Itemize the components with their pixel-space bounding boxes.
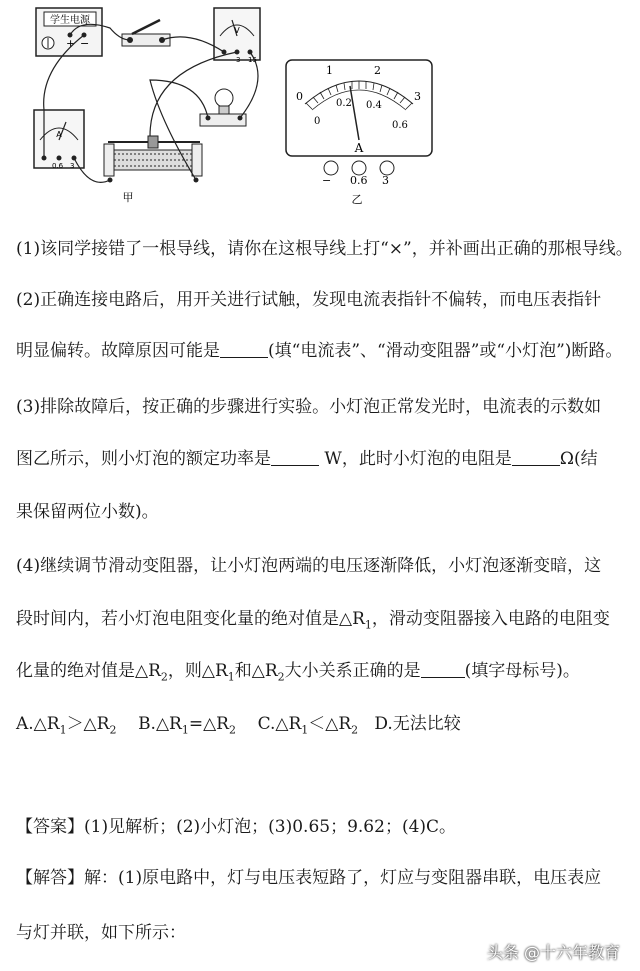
caption-yi: 乙	[351, 193, 363, 206]
svg-text:2: 2	[374, 64, 381, 77]
svg-text:A: A	[56, 130, 62, 139]
svg-text:−: −	[322, 174, 332, 187]
svg-text:+: +	[66, 37, 76, 50]
svg-text:0.6: 0.6	[392, 120, 408, 131]
dial-terminals	[322, 161, 394, 187]
svg-text:0.2: 0.2	[336, 98, 352, 109]
question-2-line-2: 明显偏转。故障原因可能是 (填“电流表”、“滑动变阻器”或“小灯泡”)断路。	[16, 341, 623, 361]
svg-text:0.4: 0.4	[366, 100, 382, 111]
power-supply-label: 学生电源	[50, 15, 90, 26]
option-d: D.无法比较	[374, 714, 461, 734]
answer-blank[interactable]	[220, 341, 268, 358]
question-3-line-2: 图乙所示，则小灯泡的额定功率是 W，此时小灯泡的电阻是 Ω(结	[16, 449, 598, 469]
svg-text:0.6: 0.6	[350, 174, 368, 187]
answer-blank[interactable]	[512, 449, 560, 466]
question-2-line-1: (2)正确连接电路后，用开关进行试触，发现电流表指针不偏转，而电压表指针	[16, 290, 602, 310]
options-line	[16, 713, 628, 741]
dial-unit: A	[354, 141, 364, 155]
svg-text:0.6: 0.6	[52, 162, 64, 170]
answer-line: 【答案】(1)见解析；(2)小灯泡；(3)0.65；9.62；(4)C。	[16, 817, 457, 837]
circuit-figure	[0, 0, 640, 215]
question-3-line-1: (3)排除故障后，按正确的步骤进行实验。小灯泡正常发光时，电流表的示数如	[16, 397, 602, 417]
svg-text:−: −	[80, 37, 90, 50]
svg-text:1: 1	[326, 64, 333, 77]
svg-text:0: 0	[314, 116, 321, 127]
svg-text:3: 3	[236, 56, 241, 64]
ammeter-small	[34, 110, 84, 170]
rheostat	[104, 136, 202, 183]
watermark: 头条 @十六年教育	[486, 943, 620, 962]
solution-line-2: 与灯并联，如下所示：	[16, 923, 186, 943]
switch	[122, 20, 170, 46]
caption-jia: 甲	[122, 191, 134, 204]
question-3-line-3: 果保留两位小数)。	[16, 502, 159, 522]
option-c: $C.\triangle R_1<\triangle R_2$	[257, 714, 359, 737]
question-1: (1)该同学接错了一根导线，请你在这根导线上打“×”，并补画出正确的那根导线。	[16, 239, 633, 259]
solution-line-1: 【解答】解：(1)原电路中，灯与电压表短路了，灯应与变阻器串联，电压表应	[16, 868, 602, 888]
option-b: $B.\triangle R_1=\triangle R_2$	[138, 714, 236, 737]
option-a: $A.\triangle R_1>\triangle R_2$	[16, 714, 117, 737]
question-4-line-1: (4)继续调节滑动变阻器，让小灯泡两端的电压逐渐降低，小灯泡逐渐变暗，这	[16, 556, 602, 576]
svg-text:V: V	[234, 26, 240, 35]
svg-text:0: 0	[296, 90, 303, 103]
svg-text:3: 3	[382, 174, 389, 187]
question-4-line-3: 化量的绝对值是$\triangle R_2$，则$\triangle R_1$和$\triangle R_2$大小关系正确的是 (填字母标号)。	[16, 661, 580, 684]
answer-blank[interactable]	[271, 449, 319, 466]
svg-text:3: 3	[70, 162, 75, 170]
lamp	[200, 89, 246, 126]
svg-text:15: 15	[248, 56, 257, 64]
answer-blank[interactable]	[421, 661, 465, 678]
question-4-line-2: 段时间内，若小灯泡电阻变化量的绝对值是$\triangle R_1$，滑动变阻器接入电路的电阻变	[16, 609, 610, 632]
ammeter-dial	[286, 60, 432, 156]
svg-text:3: 3	[414, 90, 421, 103]
